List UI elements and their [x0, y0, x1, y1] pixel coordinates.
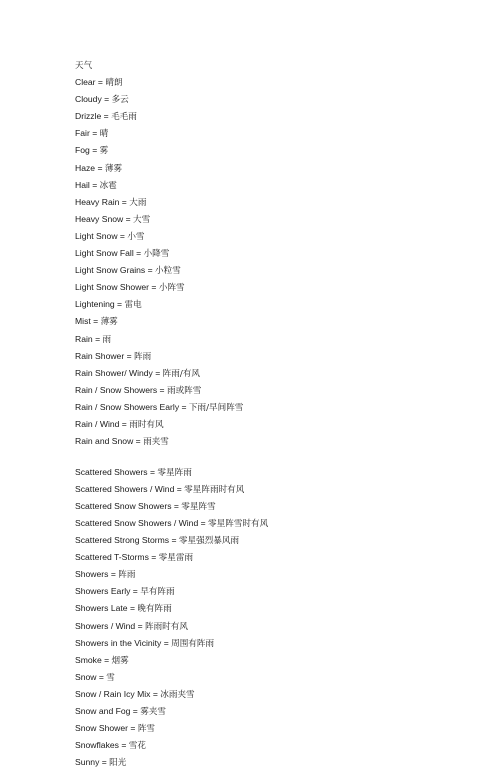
entry-term-chinese: 零星阵雨	[157, 467, 192, 478]
glossary-entry	[75, 720, 475, 737]
glossary-group-2	[75, 464, 475, 771]
entry-term-english: Mist	[75, 316, 91, 327]
entry-term-chinese: 多云	[111, 95, 129, 106]
glossary-group-1	[75, 74, 475, 450]
entry-term-chinese: 阵雨	[134, 351, 152, 362]
entry-term-english: Showers	[75, 569, 109, 580]
entry-term-chinese: 零星阵雪时有风	[208, 518, 269, 529]
entry-term-english: Scattered Showers / Wind	[75, 483, 175, 494]
entry-term-english: Snow and Fog	[75, 705, 131, 716]
entry-term-chinese: 雪花	[128, 741, 146, 752]
group-spacer	[75, 450, 475, 464]
entry-equals-sign: =	[152, 367, 163, 378]
entry-term-english: Showers Early	[75, 586, 131, 597]
entry-term-chinese: 零星阵雪	[181, 501, 216, 512]
entry-equals-sign: =	[171, 500, 182, 511]
entry-term-english: Heavy Rain	[75, 196, 120, 207]
glossary-entry	[75, 382, 475, 399]
glossary-entry	[75, 348, 475, 365]
glossary-entry	[75, 652, 475, 669]
entry-term-chinese: 小雪	[127, 231, 145, 242]
entry-term-chinese: 薄雾	[104, 163, 123, 174]
glossary-entry	[75, 737, 475, 754]
entry-term-chinese: 零星雷雨	[158, 553, 194, 564]
entry-term-chinese: 阵雨	[118, 570, 136, 581]
entry-term-english: Cloudy	[75, 94, 102, 105]
glossary-entry	[75, 416, 475, 433]
entry-term-chinese: 大雪	[133, 214, 151, 225]
glossary-entry	[75, 481, 475, 498]
glossary-entry	[75, 245, 475, 262]
entry-term-chinese: 晴朗	[105, 78, 123, 89]
entry-term-english: Light Snow Shower	[75, 282, 150, 293]
entry-term-english: Sunny	[75, 757, 100, 768]
entry-term-chinese: 雪	[106, 672, 115, 683]
entry-equals-sign: =	[119, 418, 130, 429]
entry-term-english: Showers / Wind	[75, 620, 136, 631]
glossary-entry	[75, 125, 475, 142]
entry-term-chinese: 下雨/早间阵雪	[188, 402, 244, 413]
glossary-entry	[75, 262, 475, 279]
entry-term-english: Rain / Snow Showers	[75, 384, 158, 395]
glossary-entry	[75, 279, 475, 296]
entry-term-english: Snowflakes	[75, 740, 119, 751]
entry-term-chinese: 雷电	[124, 300, 142, 311]
entry-equals-sign: =	[101, 94, 112, 105]
entry-term-english: Scattered T-Storms	[75, 552, 149, 563]
entry-term-chinese: 雾夹雪	[140, 706, 167, 717]
glossary-entry	[75, 703, 475, 720]
entry-equals-sign: =	[169, 535, 179, 546]
entry-equals-sign: =	[174, 483, 185, 494]
entry-term-english: Snow	[75, 671, 97, 682]
glossary-entry	[75, 365, 475, 382]
entry-term-english: Scattered Snow Showers / Wind	[75, 517, 199, 528]
entry-term-chinese: 阵雨时有风	[144, 621, 188, 632]
entry-equals-sign: =	[135, 620, 145, 631]
entry-term-chinese: 小降雪	[143, 249, 170, 260]
entry-equals-sign: =	[147, 466, 158, 477]
entry-equals-sign: =	[119, 196, 130, 207]
entry-term-chinese: 早有阵雨	[140, 587, 175, 598]
entry-equals-sign: =	[95, 162, 105, 173]
entry-equals-sign: =	[179, 401, 189, 412]
entry-term-english: Light Snow	[75, 230, 118, 241]
glossary-entry	[75, 74, 475, 91]
entry-term-chinese: 小阵雪	[158, 283, 185, 294]
entry-term-english: Clear	[75, 77, 96, 88]
entry-equals-sign: =	[92, 333, 103, 344]
document-body	[75, 58, 475, 771]
entry-equals-sign: =	[130, 586, 141, 597]
entry-equals-sign: =	[90, 316, 101, 327]
entry-term-chinese: 雨夹雪	[143, 437, 169, 448]
entry-equals-sign: =	[133, 436, 144, 447]
document-title: 天气	[75, 61, 93, 71]
glossary-entry	[75, 464, 475, 481]
entry-term-english: Rain and Snow	[75, 436, 134, 447]
entry-term-english: Rain	[75, 333, 93, 344]
entry-term-english: Heavy Snow	[75, 213, 124, 224]
glossary-entry	[75, 532, 475, 549]
glossary-entry	[75, 228, 475, 245]
entry-term-chinese: 晚有阵雨	[137, 604, 172, 615]
glossary-entry	[75, 296, 475, 313]
entry-equals-sign: =	[95, 77, 106, 88]
entry-equals-sign: =	[123, 213, 134, 224]
glossary-entry	[75, 91, 475, 108]
entry-equals-sign: =	[130, 705, 141, 716]
entry-equals-sign: =	[145, 265, 156, 276]
entry-term-english: Scattered Strong Storms	[75, 535, 170, 546]
glossary-entry	[75, 313, 475, 330]
entry-equals-sign: =	[157, 384, 167, 395]
entry-term-chinese: 冰雹	[99, 180, 117, 191]
entry-equals-sign: =	[101, 111, 112, 122]
entry-term-english: Smoke	[75, 654, 102, 665]
glossary-entry	[75, 583, 475, 600]
entry-equals-sign: =	[101, 654, 112, 665]
entry-term-chinese: 阳光	[109, 758, 127, 769]
entry-term-english: Hail	[75, 179, 90, 190]
entry-equals-sign: =	[89, 179, 100, 190]
entry-term-english: Drizzle	[75, 111, 102, 122]
glossary-entry	[75, 600, 475, 617]
entry-equals-sign: =	[117, 230, 128, 241]
entry-term-chinese: 周围有阵雨	[171, 638, 215, 649]
entry-equals-sign: =	[128, 723, 138, 734]
glossary-entry	[75, 211, 475, 228]
glossary-entry	[75, 142, 475, 159]
entry-term-chinese: 阵雪	[137, 724, 156, 735]
entry-term-english: Fair	[75, 128, 90, 139]
entry-term-english: Rain / Snow Showers Early	[75, 401, 180, 412]
entry-term-chinese: 大雨	[129, 197, 147, 208]
glossary-entry	[75, 108, 475, 125]
glossary-entry	[75, 160, 475, 177]
entry-term-english: Light Snow Grains	[75, 265, 146, 276]
entry-term-english: Lightening	[75, 299, 115, 310]
entry-term-chinese: 烟雾	[111, 655, 129, 666]
entry-term-english: Showers in the Vicinity	[75, 637, 162, 648]
entry-equals-sign: =	[148, 552, 159, 563]
entry-term-chinese: 晴	[99, 129, 109, 140]
entry-term-english: Haze	[75, 162, 96, 173]
entry-term-chinese: 毛毛雨	[111, 112, 137, 123]
entry-equals-sign: =	[108, 569, 119, 580]
entry-term-chinese: 雾	[99, 146, 109, 157]
entry-term-english: Light Snow Fall	[75, 248, 134, 259]
entry-term-chinese: 小粒雪	[155, 266, 181, 277]
glossary-entry	[75, 686, 475, 703]
entry-term-chinese: 雨时有风	[129, 419, 164, 430]
entry-equals-sign: =	[114, 299, 125, 310]
entry-term-chinese: 冰雨夹雪	[160, 689, 195, 700]
entry-equals-sign: =	[161, 637, 172, 648]
glossary-entry	[75, 331, 475, 348]
glossary-entry	[75, 194, 475, 211]
glossary-entry	[75, 669, 475, 686]
entry-equals-sign: =	[99, 757, 110, 768]
entry-term-chinese: 零星强烈暴风雨	[178, 536, 240, 547]
entry-term-chinese: 零星阵雨时有风	[184, 484, 245, 495]
entry-term-english: Scattered Snow Showers	[75, 500, 172, 511]
entry-term-english: Snow Shower	[75, 723, 129, 734]
entry-equals-sign: =	[89, 145, 100, 156]
entry-term-english: Showers Late	[75, 603, 128, 614]
entry-term-chinese: 薄雾	[100, 317, 118, 328]
entry-equals-sign: =	[96, 671, 107, 682]
entry-equals-sign: =	[149, 282, 159, 293]
entry-equals-sign: =	[150, 688, 161, 699]
glossary-entry	[75, 515, 475, 532]
entry-equals-sign: =	[127, 603, 138, 614]
entry-term-chinese: 雨	[102, 334, 112, 345]
glossary-entry	[75, 433, 475, 450]
entry-term-english: Snow / Rain Icy Mix	[75, 688, 151, 699]
entry-equals-sign: =	[118, 740, 129, 751]
entry-equals-sign: =	[198, 517, 209, 528]
glossary-entry	[75, 177, 475, 194]
glossary-entry	[75, 754, 475, 771]
entry-term-english: Scattered Showers	[75, 466, 148, 477]
entry-equals-sign: =	[133, 248, 144, 259]
entry-equals-sign: =	[124, 350, 134, 361]
glossary-entry	[75, 498, 475, 515]
entry-term-english: Fog	[75, 145, 90, 156]
glossary-entry	[75, 399, 475, 416]
entry-equals-sign: =	[89, 128, 100, 139]
entry-term-english: Rain Shower	[75, 350, 125, 361]
entry-term-chinese: 雨或阵雪	[166, 385, 202, 396]
entry-term-english: Rain Shower/ Windy	[75, 367, 153, 378]
entry-term-english: Rain / Wind	[75, 418, 120, 429]
glossary-entry	[75, 635, 475, 652]
glossary-entry	[75, 618, 475, 635]
glossary-entry	[75, 549, 475, 566]
entry-term-chinese: 阵雨/有风	[162, 368, 200, 379]
glossary-entry	[75, 566, 475, 583]
